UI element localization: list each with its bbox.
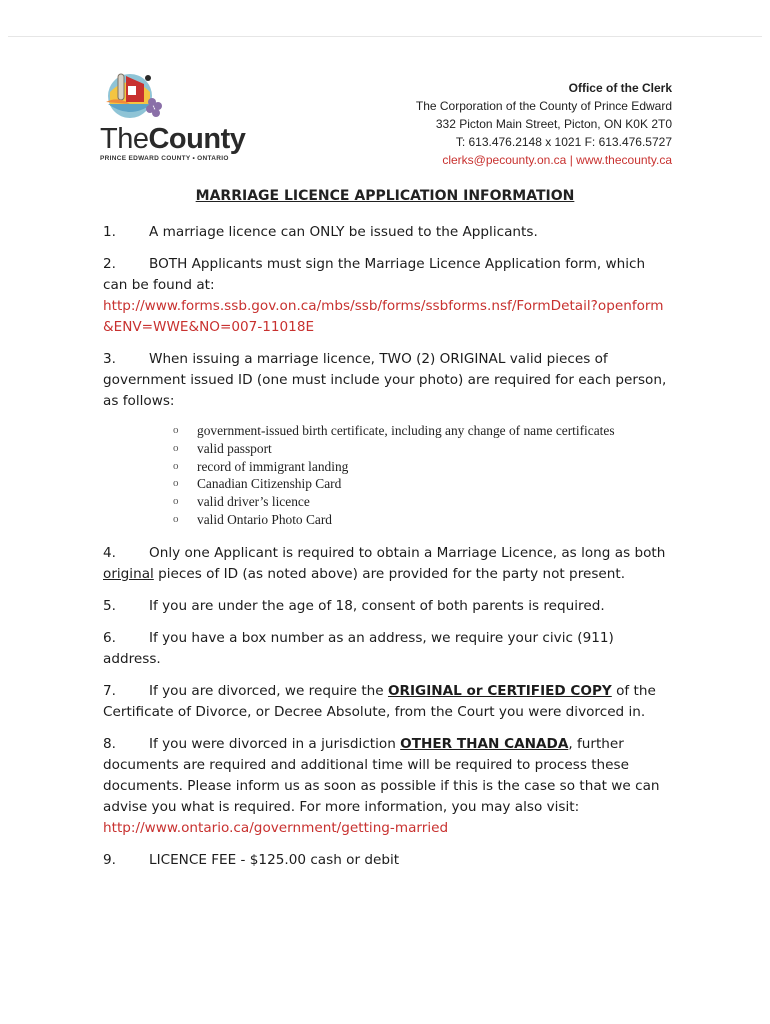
office-address: 332 Picton Main Street, Picton, ON K0K 2T0: [435, 117, 672, 131]
item-8: [103, 734, 673, 839]
item-text-cont: , further documents are required and additional time will be required to process these documents. Please inform us as soon as possible if this is the case so that we can advise you what is required. For more information, you may also visit:: [103, 735, 660, 815]
office-contact-block: [416, 79, 672, 169]
item-7: [103, 681, 673, 723]
office-phone: T: 613.476.2148 x 1021 F: 613.476.5727: [455, 135, 672, 149]
item-5: [103, 596, 673, 617]
logo-the: The: [100, 123, 149, 155]
item-number: 2.: [103, 256, 116, 272]
id-list-item: o valid Ontario Photo Card: [173, 511, 673, 529]
office-website-link[interactable]: www.thecounty.ca: [576, 153, 672, 167]
item-2: [103, 254, 673, 338]
item-text: If you were divorced in a jurisdiction: [149, 735, 401, 752]
id-list-item: o valid passport: [173, 440, 673, 458]
emphasis-text: ORIGINAL or CERTIFIED COPY: [387, 682, 612, 699]
item-text: Only one Applicant is required to obtain a Marriage Licence, as long as both: [149, 544, 666, 561]
logo-wordmark: [100, 124, 280, 154]
item-9: [103, 850, 673, 871]
item-number: 4.: [103, 544, 116, 561]
county-logo: [100, 62, 280, 162]
item-number: 9.: [103, 851, 116, 868]
logo-county: County: [148, 123, 246, 155]
ontario-link[interactable]: http://www.ontario.ca/government/getting-married: [103, 819, 449, 836]
item-number: 5.: [103, 597, 116, 614]
office-org: The Corporation of the County of Prince Edward: [415, 99, 672, 113]
item-6: [103, 628, 673, 670]
underlined-word: original: [103, 565, 154, 582]
item-text: If you are divorced, we require the: [149, 682, 388, 699]
item-text: A marriage licence can ONLY be issued to the Applicants.: [149, 224, 538, 240]
id-list-item: o record of immigrant landing: [173, 458, 673, 476]
document-body: [103, 222, 673, 882]
office-email-link[interactable]: clerks@pecounty.on.ca: [442, 153, 567, 167]
item-text-cont: pieces of ID (as noted above) are provided for the party not present.: [153, 565, 626, 582]
forms-link[interactable]: http://www.forms.ssb.gov.on.ca/mbs/ssb/forms/ssbforms.nsf/FormDetail?openform&ENV=WWE&NO=007-11018E: [103, 298, 664, 335]
item-text: LICENCE FEE - $125.00 cash or debit: [149, 851, 400, 868]
emphasis-text: OTHER THAN CANADA: [400, 735, 569, 752]
item-text-cont: of the Certificate of Divorce, or Decree Absolute, from the Court you were divorced in.: [103, 682, 656, 720]
item-1: [103, 222, 673, 243]
page-top-rule: [8, 36, 762, 37]
office-email-web: [416, 151, 672, 169]
item-number: 1.: [103, 224, 116, 240]
item-text: If you are under the age of 18, consent of both parents is required.: [149, 597, 605, 614]
item-number: 6.: [103, 629, 116, 646]
office-title: Office of the Clerk: [568, 81, 672, 95]
item-text: If you have a box number as an address, we require your civic (911) address.: [103, 629, 614, 667]
id-list-item: o valid driver’s licence: [173, 493, 673, 511]
id-list: [173, 422, 673, 529]
office-separator: |: [569, 153, 573, 167]
item-4: [103, 543, 673, 585]
item-3: [103, 349, 673, 529]
item-number: 8.: [103, 735, 116, 752]
item-text: When issuing a marriage licence, TWO (2) ORIGINAL valid pieces of government issued ID (one must include your photo) are required for each person, as follows:: [103, 351, 667, 409]
item-text: BOTH Applicants must sign the Marriage Licence Application form, which can be found at:: [103, 256, 646, 293]
id-list-item: o Canadian Citizenship Card: [173, 475, 673, 493]
id-list-item: o government-issued birth certificate, including any change of name certificates: [173, 422, 673, 440]
item-number: 7.: [103, 682, 116, 699]
logo-tagline: PRINCE EDWARD COUNTY • ONTARIO: [100, 155, 229, 162]
document-title: MARRIAGE LICENCE APPLICATION INFORMATION: [195, 188, 575, 204]
county-emblem-icon: [100, 62, 172, 122]
item-number: 3.: [103, 351, 116, 367]
